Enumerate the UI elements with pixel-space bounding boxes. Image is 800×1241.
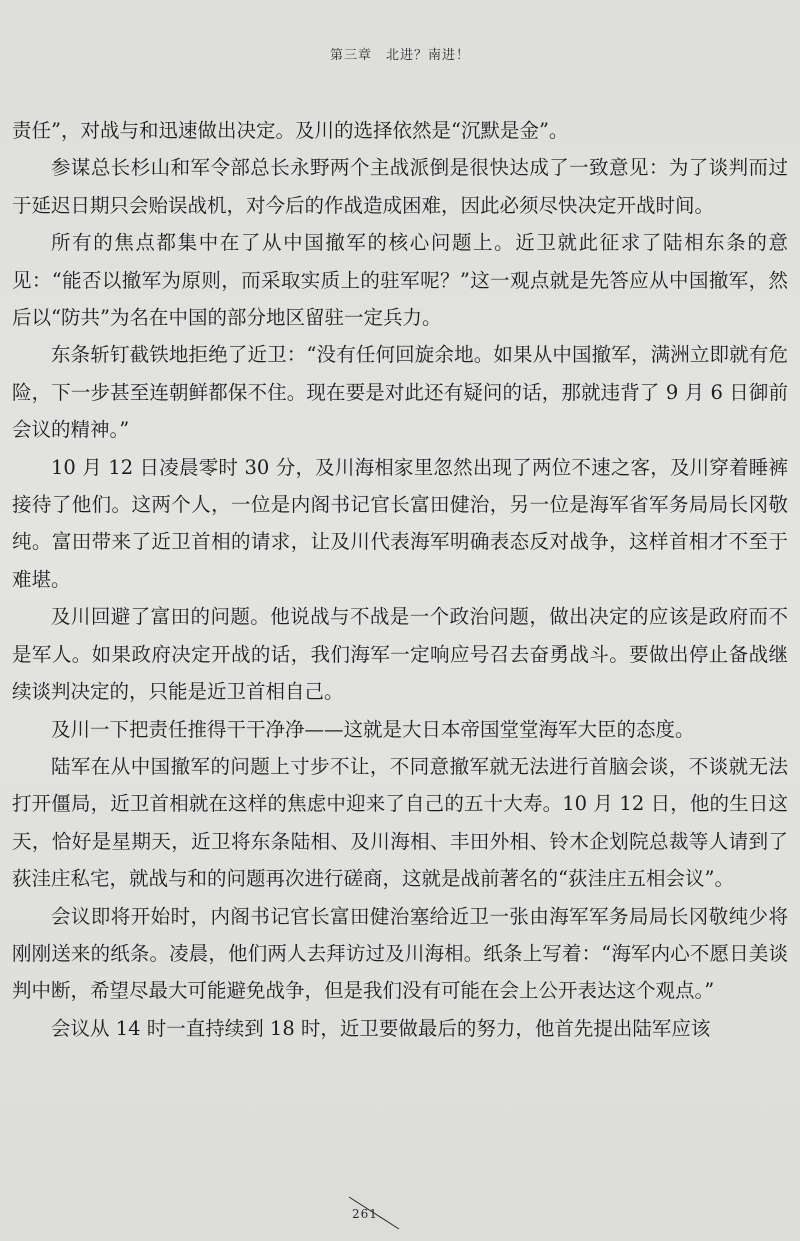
- paragraph: 所有的焦点都集中在了从中国撤军的核心问题上。近卫就此征求了陆相东条的意见：“能否以撤军为原则，而采取实质上的驻军呢？”这一观点就是先答应从中国撤军，然后以“防共”为名在中国的部分地区留驻一定兵力。: [12, 231, 788, 330]
- paragraph: 10 月 12 日凌晨零时 30 分，及川海相家里忽然出现了两位不速之客，及川穿着睡裤接待了他们。这两个人，一位是内阁书记官长富田健治，另一位是海军省军务局局长冈敬纯。富田带来了近卫首相的请求，让及川代表海军明确表态反对战争，这样首相才不至于难堪。: [12, 455, 788, 591]
- paragraph: 陆军在从中国撤军的问题上寸步不让，不同意撤军就无法进行首脑会谈，不谈就无法打开僵局，近卫首相就在这样的焦虑中迎来了自己的五十大寿。10 月 12 日，他的生日这天，恰好是星期天，近卫将东条陆相、及川海相、丰田外相、铃木企划院总裁等人请到了荻洼庄私宅，就战与和的问题再次进行磋商，这就是战前著名的“荻洼庄五相会议”。: [12, 754, 788, 891]
- paragraph: 参谋总长杉山和军令部总长永野两个主战派倒是很快达成了一致意见：为了谈判而过于延迟日期只会贻误战机，对今后的作战造成困难，因此必须尽快决定开战时间。: [12, 156, 788, 217]
- paragraph: 东条斩钉截铁地拒绝了近卫：“没有任何回旋余地。如果从中国撤军，满洲立即就有危险，下一步甚至连朝鲜都保不住。现在要是对此还有疑问的话，那就违背了 9 月 6 日御前会议的精神。”: [12, 343, 788, 442]
- paragraph: 会议从 14 时一直持续到 18 时，近卫要做最后的努力，他首先提出陆军应该: [51, 1016, 711, 1040]
- page-number: 261: [352, 1207, 378, 1221]
- paragraph: 及川回避了富田的问题。他说战与不战是一个政治问题，做出决定的应该是政府而不是军人。如果政府决定开战的话，我们海军一定响应号召去奋勇战斗。要做出停止备战继续谈判决定的，只能是近卫首相自己。: [12, 605, 788, 704]
- paragraph: 及川一下把责任推得干干净净——这就是大日本帝国堂堂海军大臣的态度。: [51, 717, 695, 741]
- paragraph: 会议即将开始时，内阁书记官长富田健治塞给近卫一张由海军军务局局长冈敬纯少将刚刚送来的纸条。凌晨，他们两人去拜访过及川海相。纸条上写着：“海军内心不愿日美谈判中断，希望尽最大可能避免战争，但是我们没有可能在会上公开表达这个观点。”: [12, 904, 788, 1003]
- body-text: [12, 112, 788, 1047]
- page-footer: [0, 1195, 800, 1235]
- paragraph-continuation: 责任”，对战与和迅速做出决定。及川的选择依然是“沉默是金”。: [12, 119, 569, 142]
- running-header: 第三章 北进？南进！: [329, 48, 470, 63]
